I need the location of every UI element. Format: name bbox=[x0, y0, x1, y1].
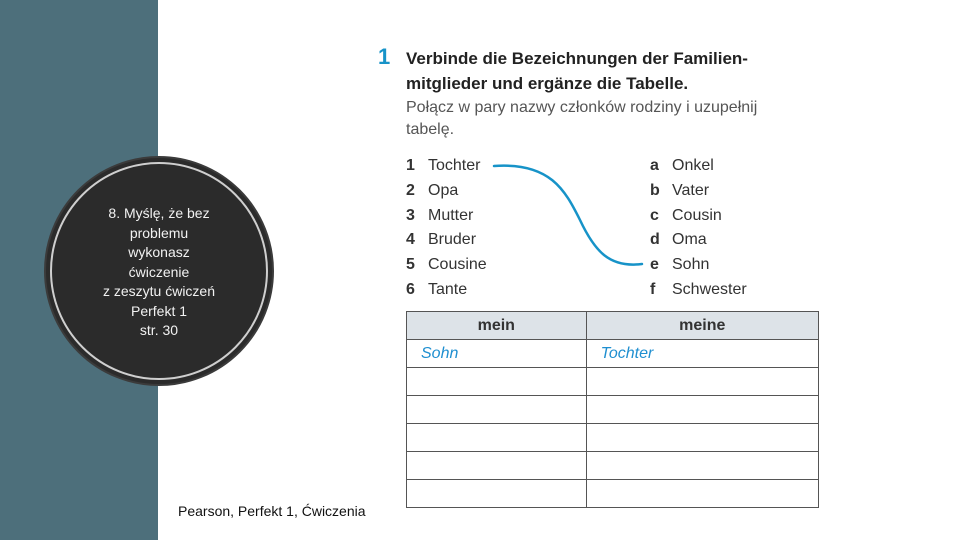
exercise-number: 1 bbox=[378, 44, 391, 69]
table-row bbox=[407, 452, 819, 480]
item-key: 6 bbox=[406, 280, 415, 298]
list-item bbox=[650, 154, 747, 179]
note-line: problemu bbox=[129, 224, 189, 241]
column-header-meine: meine bbox=[586, 312, 818, 340]
item-key: f bbox=[650, 280, 656, 298]
item-word: Cousin bbox=[672, 206, 722, 224]
note-text bbox=[62, 204, 256, 341]
table-row bbox=[407, 396, 819, 424]
list-item bbox=[406, 179, 487, 204]
item-key: c bbox=[650, 206, 659, 224]
exercise-title-line: Verbinde die Bezeichnungen der Familien- bbox=[406, 49, 748, 68]
note-line: Perfekt 1 bbox=[130, 302, 188, 319]
note-line: 8. Myślę, że bez bbox=[108, 205, 210, 221]
table-row bbox=[407, 480, 819, 508]
table-cell bbox=[586, 368, 818, 396]
note-line: ćwiczenie bbox=[128, 263, 190, 280]
item-word: Vater bbox=[672, 181, 710, 199]
item-word: Opa bbox=[428, 181, 459, 199]
table-cell bbox=[586, 480, 818, 508]
note-line: z zeszytu ćwiczeń bbox=[102, 283, 216, 299]
table-row bbox=[407, 368, 819, 396]
table-cell bbox=[586, 452, 818, 480]
list-item bbox=[406, 204, 487, 229]
note-line: wykonasz bbox=[128, 244, 190, 260]
list-item bbox=[406, 154, 487, 179]
list-item bbox=[650, 253, 747, 278]
item-word: Onkel bbox=[672, 157, 714, 174]
item-word: Bruder bbox=[428, 231, 477, 249]
source-caption: Pearson, Perfekt 1, Ćwiczenia bbox=[178, 503, 366, 519]
list-item bbox=[406, 253, 487, 278]
table-cell bbox=[407, 424, 587, 452]
list-item bbox=[406, 228, 487, 253]
item-word: Mutter bbox=[428, 206, 474, 224]
item-key: a bbox=[650, 157, 659, 174]
column-header-mein: mein bbox=[407, 312, 587, 340]
note-line: str. 30 bbox=[139, 322, 179, 338]
table-cell bbox=[407, 368, 587, 396]
table-cell bbox=[407, 452, 587, 480]
item-word: Sohn bbox=[672, 256, 710, 274]
item-key: 2 bbox=[406, 181, 415, 199]
table-cell bbox=[586, 424, 818, 452]
exercise-subtitle-line: tabelę. bbox=[406, 121, 455, 138]
item-word: Schwester bbox=[672, 280, 747, 298]
table-cell bbox=[407, 480, 587, 508]
table-cell bbox=[407, 396, 587, 424]
list-item bbox=[650, 179, 747, 204]
table-row bbox=[407, 340, 819, 368]
item-key: b bbox=[650, 181, 660, 199]
list-item bbox=[406, 278, 487, 303]
item-key: 3 bbox=[406, 206, 415, 224]
left-word-list bbox=[406, 154, 487, 303]
item-word: Tochter bbox=[428, 157, 481, 174]
table-row bbox=[407, 424, 819, 452]
list-item bbox=[650, 278, 747, 303]
item-word: Tante bbox=[428, 280, 468, 298]
item-word: Cousine bbox=[428, 256, 487, 274]
item-key: d bbox=[650, 231, 660, 249]
table-cell: Sohn bbox=[407, 340, 587, 368]
item-key: 5 bbox=[406, 256, 415, 274]
list-item bbox=[650, 204, 747, 229]
item-key: 1 bbox=[406, 157, 415, 174]
list-item bbox=[650, 228, 747, 253]
table-cell bbox=[586, 396, 818, 424]
exercise-title-line: mitglieder und ergänze die Tabelle. bbox=[406, 74, 689, 93]
exercise-subtitle bbox=[406, 97, 757, 141]
table-cell: Tochter bbox=[586, 340, 818, 368]
exercise-subtitle-line: Połącz w pary nazwy członków rodziny i uzupełnij bbox=[406, 99, 758, 116]
match-connector-line bbox=[490, 160, 650, 272]
item-key: 4 bbox=[406, 231, 415, 249]
exercise-title bbox=[406, 46, 748, 96]
item-key: e bbox=[650, 256, 659, 274]
item-word: Oma bbox=[672, 231, 707, 249]
right-word-list bbox=[650, 154, 747, 303]
answer-table bbox=[406, 311, 819, 508]
table-header-row bbox=[407, 312, 819, 340]
